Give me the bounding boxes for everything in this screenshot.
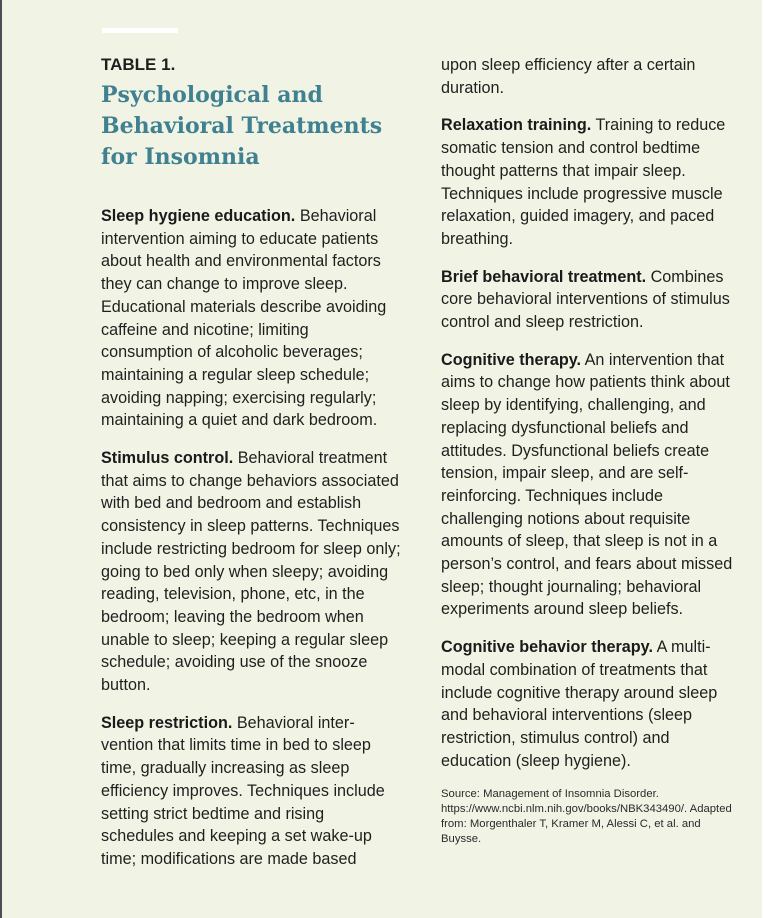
entry-brief-behavioral-treatment bbox=[441, 266, 741, 334]
entry-text: Combines core behavioral interventions of stimulus control and sleep restriction. bbox=[441, 267, 730, 332]
table-title: Psychological and Behavioral Treatments for Insomnia bbox=[101, 82, 383, 170]
entry-text: Behavioral intervention that limits time in bed to sleep time, gradually increasing as sleep efficiency improves. Techniques include setting strict bedtime and rising schedules and keeping a set wake-up time; modifications are made based bbox=[101, 713, 385, 868]
entry-text: Behavioral treatment that aims to change behaviors associated with bed and bedroom and establish consistency in sleep patterns. Techniques include restricting bedroom for sleep only; going to bed only when sleepy; avoiding reading, television, phone, etc, in the bedroom; leaving the bedroom when unable to sleep; keeping a regular sleep schedule; avoiding use of the snooze button. bbox=[101, 449, 401, 695]
entry-term: Brief behavioral treatment. bbox=[441, 267, 647, 286]
table-label: TABLE 1. bbox=[101, 55, 176, 74]
entry-text: upon sleep efficiency after a certain duration. bbox=[441, 56, 696, 97]
left-entries bbox=[101, 205, 401, 871]
entry-text: A multimodal combination of treatments that include cognitive therapy around sleep and behavioral interventions (sleep restriction, stimulus control) and education (sleep hygiene). bbox=[441, 638, 718, 770]
entry-term: Cognitive therapy. bbox=[441, 350, 582, 369]
header-accent-rule bbox=[102, 28, 178, 33]
entry-text: Behavioral intervention aiming to educate patients about health and environmental factors they can change to improve sleep. Educational materials describe avoiding caffeine and nicotine; limiting consumption of alcoholic beverages; maintaining a regular sleep schedule; avoiding napping; exercising regularly; maintaining a quiet and dark bedroom. bbox=[101, 207, 387, 430]
entry-term: Sleep hygiene education. bbox=[101, 207, 296, 225]
entry-relaxation-training bbox=[441, 114, 741, 250]
entry-term: Cognitive behavior therapy. bbox=[441, 638, 653, 657]
entry-sleep-hygiene-education bbox=[101, 205, 401, 432]
entry-term: Stimulus control. bbox=[101, 449, 234, 468]
right-entries bbox=[441, 54, 741, 772]
source-citation: Source: Management of Insomnia Disorder. https://www.ncbi.nlm.nih.gov/books/NBK343490/. Adapted from: Morgenthaler T, Kramer M, Alessi C, et al. and Buysse. bbox=[441, 788, 732, 846]
left-column bbox=[101, 54, 401, 871]
entry-sleep-restriction-continued bbox=[441, 54, 741, 99]
entry-term: Relaxation training. bbox=[441, 116, 592, 135]
entry-cognitive-behavior-therapy bbox=[441, 636, 741, 772]
entry-sleep-restriction bbox=[101, 712, 401, 871]
entry-text: An intervention that aims to change how patients think about sleep by identifying, challenging, and replacing dysfunctional beliefs and attitudes. Dysfunctional beliefs create tension, impair sleep, and are self-reinforcing. Techniques include challenging notions about requisite amounts of sleep, that sleep is not in a person’s control, and fears about missed sleep; thought journaling; behavioral experiments around sleep beliefs. bbox=[441, 350, 733, 619]
entry-text: Training to reduce somatic tension and control bedtime thought patterns that impair sleep. Techniques include progressive muscle relaxation, guided imagery, and paced breathing. bbox=[441, 116, 726, 248]
entry-cognitive-therapy bbox=[441, 349, 741, 621]
entry-stimulus-control bbox=[101, 447, 401, 697]
entry-term: Sleep restriction. bbox=[101, 713, 233, 732]
right-column bbox=[441, 54, 741, 859]
